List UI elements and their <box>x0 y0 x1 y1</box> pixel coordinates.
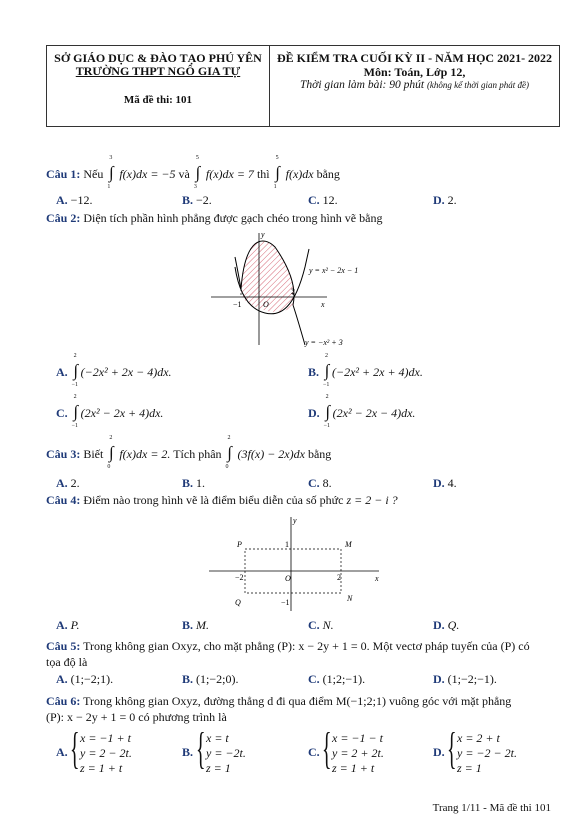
q4-option-b[interactable]: B. M. <box>182 618 210 632</box>
q6-option-b[interactable]: B. <box>182 745 194 759</box>
q5-option-a[interactable]: A. (1;−2;1). <box>56 672 114 686</box>
q5-option-b[interactable]: B. (1;−2;0). <box>182 672 239 686</box>
q3-option-a[interactable]: A. 2. <box>56 476 80 490</box>
page-footer: Trang 1/11 - Mã đề thi 101 <box>432 802 551 814</box>
question-6 <box>46 694 511 709</box>
question-3: Câu 3: Biết ∫ 2 0 f(x)dx = 2. Tích phân ∫ 2 0 (3f(x) − 2x)dx bằng <box>46 435 332 470</box>
q1-option-c[interactable]: C. 12. <box>308 193 338 207</box>
q2-label: Câu 2: <box>46 211 81 225</box>
q1-expr-2: f(x)dx = 7 <box>205 167 254 181</box>
q6-system-c: { x = −1 − t y = 2 + 2t. z = 1 + t <box>322 724 384 775</box>
q4-complex-plane <box>205 513 385 613</box>
point-label-q: Q <box>235 598 241 607</box>
q5-text: Trong không gian Oxyz, cho mặt phẳng (P): x − 2y + 1 = 0. Một vectơ pháp tuyến của (P) có <box>83 639 530 653</box>
point-label-p: P <box>237 540 242 549</box>
question-5 <box>46 639 530 654</box>
q3-option-b[interactable]: B. 1. <box>182 476 206 490</box>
q2-option-a[interactable]: A. ∫ 2 −1 (−2x² + 2x − 4)dx. <box>56 353 172 388</box>
q3-expr-1: f(x)dx = 2. <box>119 447 171 461</box>
integral-sign: ∫ 3 1 <box>107 155 114 190</box>
q4-complex: z = 2 − i ? <box>346 493 398 507</box>
q6-option-d[interactable]: D. <box>433 745 445 759</box>
q1-option-b[interactable]: B. −2. <box>182 193 212 207</box>
tick-label: −1 <box>233 300 242 309</box>
tick-label: −2 <box>235 573 244 582</box>
dept-name: SỞ GIÁO DỤC & ĐÀO TẠO PHÚ YÊN <box>54 51 262 65</box>
q5-label: Câu 5: <box>46 639 81 653</box>
exam-title: ĐỀ KIỂM TRA CUỐI KỲ II - NĂM HỌC 2021- 2022 <box>276 51 553 65</box>
q6-text: Trong không gian Oxyz, đường thẳng d đi qua điểm M(−1;2;1) vuông góc với mặt phẳng <box>83 694 512 708</box>
q4-text: Điểm nào trong hình vẽ là điểm biểu diễn của số phức <box>83 493 344 507</box>
q3-option-d[interactable]: D. 4. <box>433 476 457 490</box>
x-axis-label: x <box>375 574 379 583</box>
q2-text: Diện tích phần hình phẳng được gạch chéo trong hình vẽ bằng <box>83 211 383 225</box>
q6-label: Câu 6: <box>46 694 81 708</box>
x-axis-label: x <box>321 300 325 309</box>
school-name: TRƯỜNG THPT NGÔ GIA TỰ <box>75 64 241 78</box>
q1-label: Câu 1: <box>46 167 81 181</box>
q1-text: Nếu <box>83 167 104 181</box>
q5-option-d[interactable]: D. (1;−2;−1). <box>433 672 497 686</box>
integral-sign: ∫ 5 1 <box>273 155 280 190</box>
q6-system-a: { x = −1 + t y = 2 − 2t. z = 1 + t <box>70 724 132 775</box>
q1-option-d[interactable]: D. 2. <box>433 193 457 207</box>
tick-label: 2 <box>337 573 341 582</box>
q6-option-a[interactable]: A. <box>56 745 68 759</box>
tick-label: 2 <box>291 287 295 296</box>
q3-option-c[interactable]: C. 8. <box>308 476 332 490</box>
exam-code: Mã đề thi: 101 <box>123 94 193 106</box>
q1-expr-3: f(x)dx <box>285 167 314 181</box>
exam-subject: Môn: Toán, Lớp 12, <box>363 65 466 79</box>
q4-option-a[interactable]: A. P. <box>56 618 80 632</box>
q6-option-c[interactable]: C. <box>308 745 320 759</box>
q4-option-d[interactable]: D. Q. <box>433 618 460 632</box>
curve-label-2: y = −x² + 3 <box>305 338 343 347</box>
q4-option-c[interactable]: C. N. <box>308 618 334 632</box>
point-label-m: M <box>345 540 352 549</box>
q3-expr-2: (3f(x) − 2x)dx <box>237 447 305 461</box>
q2-option-c[interactable]: C. ∫ 2 −1 (2x² − 2x + 4)dx. <box>56 394 164 429</box>
q2-option-d[interactable]: D. ∫ 2 −1 (2x² − 2x − 4)dx. <box>308 394 416 429</box>
q1-expr-1: f(x)dx = −5 <box>119 167 176 181</box>
q2-option-b[interactable]: B. ∫ 2 −1 (−2x² + 2x + 4)dx. <box>308 353 423 388</box>
integral-sign: ∫ 5 3 <box>193 155 201 190</box>
tick-label: 1 <box>285 540 289 549</box>
exam-time: Thời gian làm bài: 90 phút <box>300 79 425 91</box>
y-axis-label: y <box>261 230 265 239</box>
integral-sign: ∫ 2 0 <box>107 435 114 470</box>
point-label-n: N <box>347 594 353 603</box>
curve-label-1: y = x² − 2x − 1 <box>309 266 359 275</box>
integral-sign: ∫ 2 0 <box>225 435 232 470</box>
q5-text-cont: tọa độ là <box>46 655 88 669</box>
q6-system-b: { x = t y = −2t. z = 1 <box>196 724 246 775</box>
exam-time-note: (không kể thời gian phát đề) <box>426 80 529 90</box>
q5-option-c[interactable]: C. (1;2;−1). <box>308 672 366 686</box>
question-2 <box>46 211 382 226</box>
y-axis-label: y <box>293 516 297 525</box>
tick-label: −1 <box>281 598 290 607</box>
header-box <box>46 45 560 127</box>
q4-label: Câu 4: <box>46 493 81 507</box>
question-1: Câu 1: Nếu ∫ 3 1 f(x)dx = −5 và ∫ 5 3 f(x)dx = 7 thì ∫ 5 1 f(x)dx bằng <box>46 155 340 190</box>
question-4 <box>46 493 398 508</box>
q6-system-d: { x = 2 + t y = −2 − 2t. z = 1 <box>447 724 517 775</box>
q6-text-cont: (P): x − 2y + 1 = 0 có phương trình là <box>46 710 227 724</box>
q1-option-a[interactable]: A. −12. <box>56 193 93 207</box>
origin-label: O <box>285 574 291 583</box>
q2-area-graph <box>205 227 395 350</box>
origin-label: O <box>263 300 269 309</box>
q3-label: Câu 3: <box>46 447 81 461</box>
